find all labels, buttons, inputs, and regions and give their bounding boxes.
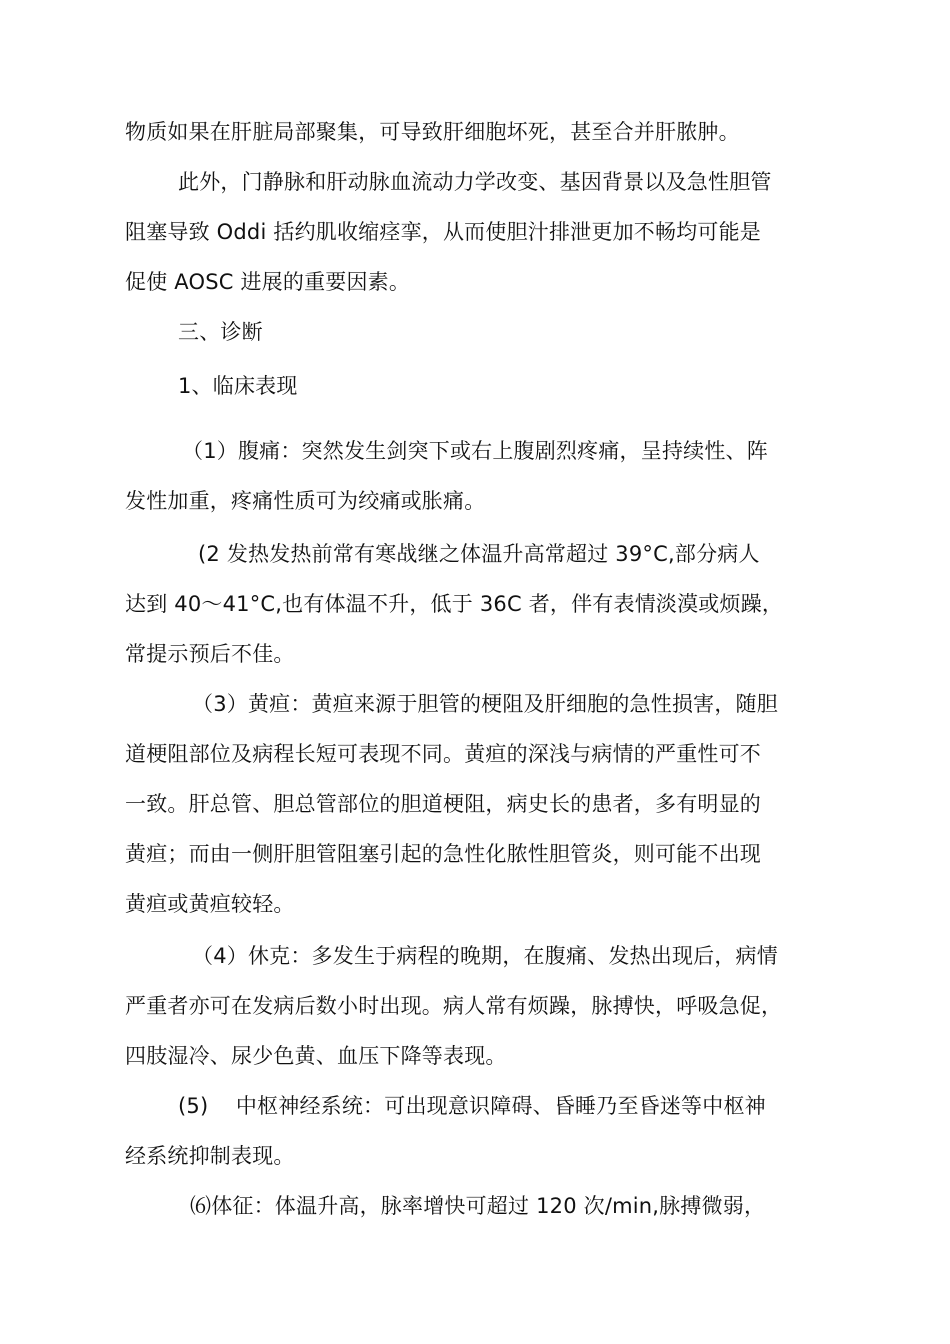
text-line: 发性加重，疼痛性质可为绞痛或胀痛。: [125, 489, 486, 513]
text-line: 阻塞导致 Oddi 括约肌收缩痉挛，从而使胆汁排泄更加不畅均可能是: [125, 220, 761, 244]
text-line: 此外，门静脉和肝动脉血流动力学改变、基因背景以及急性胆管: [178, 170, 772, 194]
text-line: 黄疸或黄疸较轻。: [125, 892, 295, 916]
text-line: (2 发热发热前常有寒战继之体温升高常超过 39°C,部分病人: [198, 542, 760, 566]
text-line: 道梗阻部位及病程长短可表现不同。黄疸的深浅与病情的严重性可不: [125, 742, 761, 766]
text-line: 一致。肝总管、胆总管部位的胆道梗阻，病史长的患者，多有明显的: [125, 792, 761, 816]
text-line: （4）休克：多发生于病程的晚期，在腹痛、发热出现后，病情: [192, 944, 778, 968]
text-line: 物质如果在肝脏局部聚集，可导致肝细胞坏死，甚至合并肝脓肿。: [125, 120, 740, 144]
text-line: （1）腹痛：突然发生剑突下或右上腹剧烈疼痛，呈持续性、阵: [182, 439, 768, 463]
text-line: 经系统抑制表现。: [125, 1144, 295, 1168]
text-line: 严重者亦可在发病后数小时出现。病人常有烦躁，脉搏快，呼吸急促，: [125, 994, 783, 1018]
text-line: 常提示预后不佳。: [125, 642, 295, 666]
text-line: (5) 中枢神经系统：可出现意识障碍、昏睡乃至昏迷等中枢神: [178, 1094, 766, 1118]
text-line: （3）黄疸：黄疸来源于胆管的梗阻及肝细胞的急性损害，随胆: [192, 692, 778, 716]
text-line: 达到 40〜41°C,也有体温不升，低于 36C 者，伴有表情淡漠或烦躁，: [125, 592, 784, 616]
text-line: 促使 AOSC 进展的重要因素。: [125, 270, 411, 294]
section-heading: 三、诊断: [178, 320, 263, 344]
text-line: 四肢湿冷、尿少色黄、血压下降等表现。: [125, 1044, 507, 1068]
text-line: 黄疸；而由一侧肝胆管阻塞引起的急性化脓性胆管炎，则可能不出现: [125, 842, 761, 866]
subsection-heading: 1、临床表现: [178, 374, 298, 398]
text-line: ⑹体征：体温升高，脉率增快可超过 120 次/min,脉搏微弱，: [190, 1194, 766, 1218]
